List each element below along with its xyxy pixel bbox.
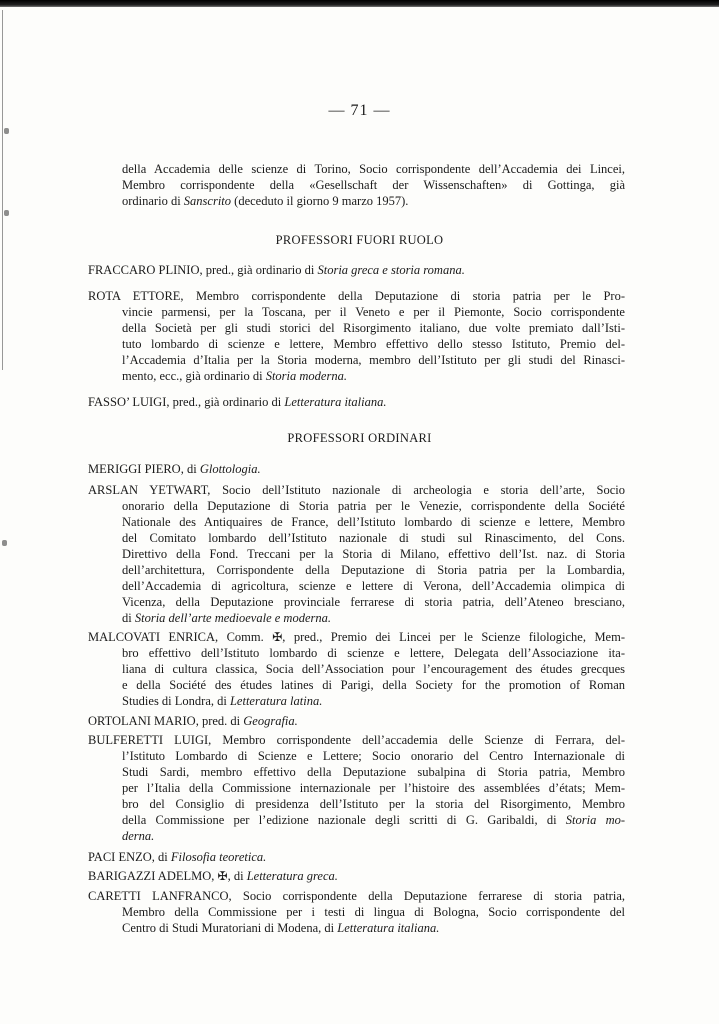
text-run: bro effettivo dell’Istituto lombardo di scienze e lettere, Delegata dell’Associazione ita-: [122, 646, 625, 660]
scan-speck: [2, 540, 7, 546]
text-run: l’Istituto Lombardo di Scienze e Lettere; Socio onorario del Centro Internazionale di: [122, 749, 625, 763]
text-run: dell’architettura, Corrispondente della Deputazione di Storia patria per la Lombardia,: [122, 563, 625, 577]
text-line: [122, 610, 625, 626]
text-run: , di: [227, 869, 247, 883]
text-line: [122, 904, 625, 920]
text-line: [122, 193, 625, 209]
text-run: liana di cultura classica, Socia dell’Association pour l’encouragement des études grecques: [122, 662, 625, 676]
text-run: ARSLAN YETWART, Socio dell’Istituto nazionale di archeologia e storia dell’arte, Socio: [88, 483, 625, 497]
text-run: BULFERETTI LUIGI, Membro corrispondente dell’accademia delle Scienze di Ferrara, del-: [88, 733, 625, 747]
text-line: [122, 352, 625, 368]
text-line: [122, 645, 625, 661]
text-run: Membro della Commissione per i testi di lingua di Bologna, Socio corrispondente del: [122, 905, 625, 919]
scan-speck: [4, 210, 9, 216]
text-line: [122, 546, 625, 562]
faculty-entry: [88, 288, 625, 384]
intro-paragraph: [88, 161, 625, 209]
subject-italic: Storia dell’arte medioevale e moderna.: [134, 611, 331, 625]
section-heading-fuori-ruolo: PROFESSORI FUORI RUOLO: [275, 233, 444, 247]
subject-italic: derna.: [122, 829, 155, 843]
order-cross-icon: ✠: [272, 630, 283, 644]
faculty-entry: [88, 849, 625, 865]
text-line: [88, 732, 625, 748]
section-heading-ordinari: PROFESSORI ORDINARI: [287, 431, 432, 445]
text-line: [122, 812, 625, 828]
text-run: Studi Sardi, membro effettivo della Deputazione subalpina di Storia patria, Membro: [122, 765, 625, 779]
text-line: [88, 629, 625, 645]
text-run: ROTA ETTORE, Membro corrispondente della Deputazione di storia patria per le Pro-: [88, 289, 625, 303]
subject-italic: Sanscrito: [183, 194, 232, 208]
text-run: dell’Accademia di agricoltura, scienze e lettere di Verona, dell’Accademia olimpica di: [122, 579, 625, 593]
faculty-entry: [88, 461, 625, 477]
faculty-entry: [88, 888, 625, 936]
text-line: [88, 461, 625, 477]
text-line: [88, 482, 625, 498]
text-run: di: [122, 611, 135, 625]
faculty-entry: [88, 262, 625, 278]
text-line: [122, 693, 625, 709]
text-line: [122, 828, 625, 844]
text-line: [122, 304, 625, 320]
text-run: CARETTI LANFRANCO, Socio corrispondente della Deputazione ferrarese di storia patria,: [88, 889, 625, 903]
order-cross-icon: ✠: [217, 869, 228, 883]
scan-left-edge: [2, 10, 3, 370]
text-run: tuto lombardo di scienze e lettere, Membro effettivo dello stesso Istituto, Premio del-: [122, 337, 625, 351]
text-run: ordinario di: [122, 194, 184, 208]
text-run: della Accademia delle scienze di Torino, Socio corrispondente dell’Accademia dei Lincei,: [122, 162, 625, 176]
text-run: mento, ecc., già ordinario di: [122, 369, 266, 383]
subject-italic: Filosofia teoretica.: [170, 850, 267, 864]
subject-italic: Letteratura greca.: [246, 869, 338, 883]
text-line: [122, 498, 625, 514]
text-run: bro del Consiglio di presidenza dell’Istituto per la storia del Risorgimento, Membro: [122, 797, 625, 811]
subject-italic: Letteratura italiana.: [284, 395, 387, 409]
text-run: BARIGAZZI ADELMO,: [88, 869, 218, 883]
text-run: Studies di Londra, di: [122, 694, 230, 708]
subject-italic: Letteratura italiana.: [337, 921, 440, 935]
text-line: [122, 920, 625, 936]
text-run: Direttivo della Fond. Treccani per la Storia di Milano, effettivo dell’Ist. naz. di Storia: [122, 547, 625, 561]
text-run: Vicenza, della Deputazione provinciale ferrarese di storia patria, dell’Ateneo bresciano,: [122, 595, 625, 609]
subject-italic: Storia greca e storia romana.: [317, 263, 465, 277]
text-line: [88, 713, 625, 729]
text-line: [88, 849, 625, 865]
text-line: [122, 368, 625, 384]
text-run: , pred., Premio dei Lincei per le Scienze filologiche, Mem-: [282, 630, 625, 644]
text-line: [122, 177, 625, 193]
text-line: [88, 288, 625, 304]
text-run: FRACCARO PLINIO, pred., già ordinario di: [88, 263, 318, 277]
text-run: MERIGGI PIERO, di: [88, 462, 200, 476]
text-run: onorario della Deputazione di Storia patria per le Venezie, corrispondente della Société: [122, 499, 625, 513]
text-line: [88, 262, 625, 278]
faculty-entry: [88, 394, 625, 410]
text-run: e della Société des études latines di Parigi, della Society for the promotion of Roman: [122, 678, 625, 692]
text-run: PACI ENZO, di: [88, 850, 171, 864]
faculty-entry: [88, 629, 625, 709]
subject-italic: Letteratura latina.: [229, 694, 323, 708]
text-line: [122, 594, 625, 610]
text-line: [122, 780, 625, 796]
subject-italic: Storia mo-: [565, 813, 626, 827]
subject-italic: Storia moderna.: [265, 369, 347, 383]
text-line: [122, 764, 625, 780]
text-line: [122, 796, 625, 812]
text-run: vincie parmensi, per la Toscana, per il Veneto e per il Piemonte, Socio corrispondente: [122, 305, 625, 319]
faculty-entry: [88, 732, 625, 844]
text-line: [122, 336, 625, 352]
text-run: del Comitato lombardo dell’Istituto nazionale di studi sul Rinascimento, del Cons.: [122, 531, 625, 545]
scan-speck: [4, 128, 9, 134]
text-run: l’Accademia d’Italia per la Storia moderna, membro dell’Istituto per gli studi del Rinasci-: [122, 353, 625, 367]
faculty-entry: [88, 482, 625, 626]
text-run: della Commissione per l’edizione nazionale degli scritti di G. Garibaldi, di: [122, 813, 566, 827]
scan-top-border: [0, 0, 719, 7]
text-line: [122, 748, 625, 764]
text-line: [88, 888, 625, 904]
text-run: (deceduto il giorno 9 marzo 1957).: [231, 194, 409, 208]
faculty-entry: [88, 713, 625, 729]
text-run: FASSO’ LUIGI, pred., già ordinario di: [88, 395, 285, 409]
text-line: [88, 868, 625, 884]
text-line: [122, 562, 625, 578]
text-line: [122, 578, 625, 594]
text-line: [122, 530, 625, 546]
text-line: [122, 514, 625, 530]
text-run: per l’Italia della Commissione internazionale per l’histoire des assemblées d’états; Mem-: [122, 781, 625, 795]
text-line: [122, 161, 625, 177]
text-line: [122, 661, 625, 677]
text-line: [88, 394, 625, 410]
text-run: Nationale des Antiquaires de France, dell’Istituto lombardo di scienze e lettere, Membro: [122, 515, 625, 529]
text-run: MALCOVATI ENRICA, Comm.: [88, 630, 273, 644]
subject-italic: Geografia.: [243, 714, 298, 728]
text-run: Membro corrispondente della «Gesellschaft der Wissenschaften» di Gottinga, già: [122, 178, 625, 192]
text-run: Centro di Studi Muratoriani di Modena, di: [122, 921, 338, 935]
text-run: della Società per gli studi storici del Risorgimento italiano, due volte premiato dall’Isti-: [122, 321, 625, 335]
faculty-entry: [88, 868, 625, 884]
subject-italic: Glottologia.: [199, 462, 261, 476]
page-number: — 71 —: [328, 102, 391, 119]
text-line: [122, 320, 625, 336]
text-run: ORTOLANI MARIO, pred. di: [88, 714, 244, 728]
text-line: [122, 677, 625, 693]
